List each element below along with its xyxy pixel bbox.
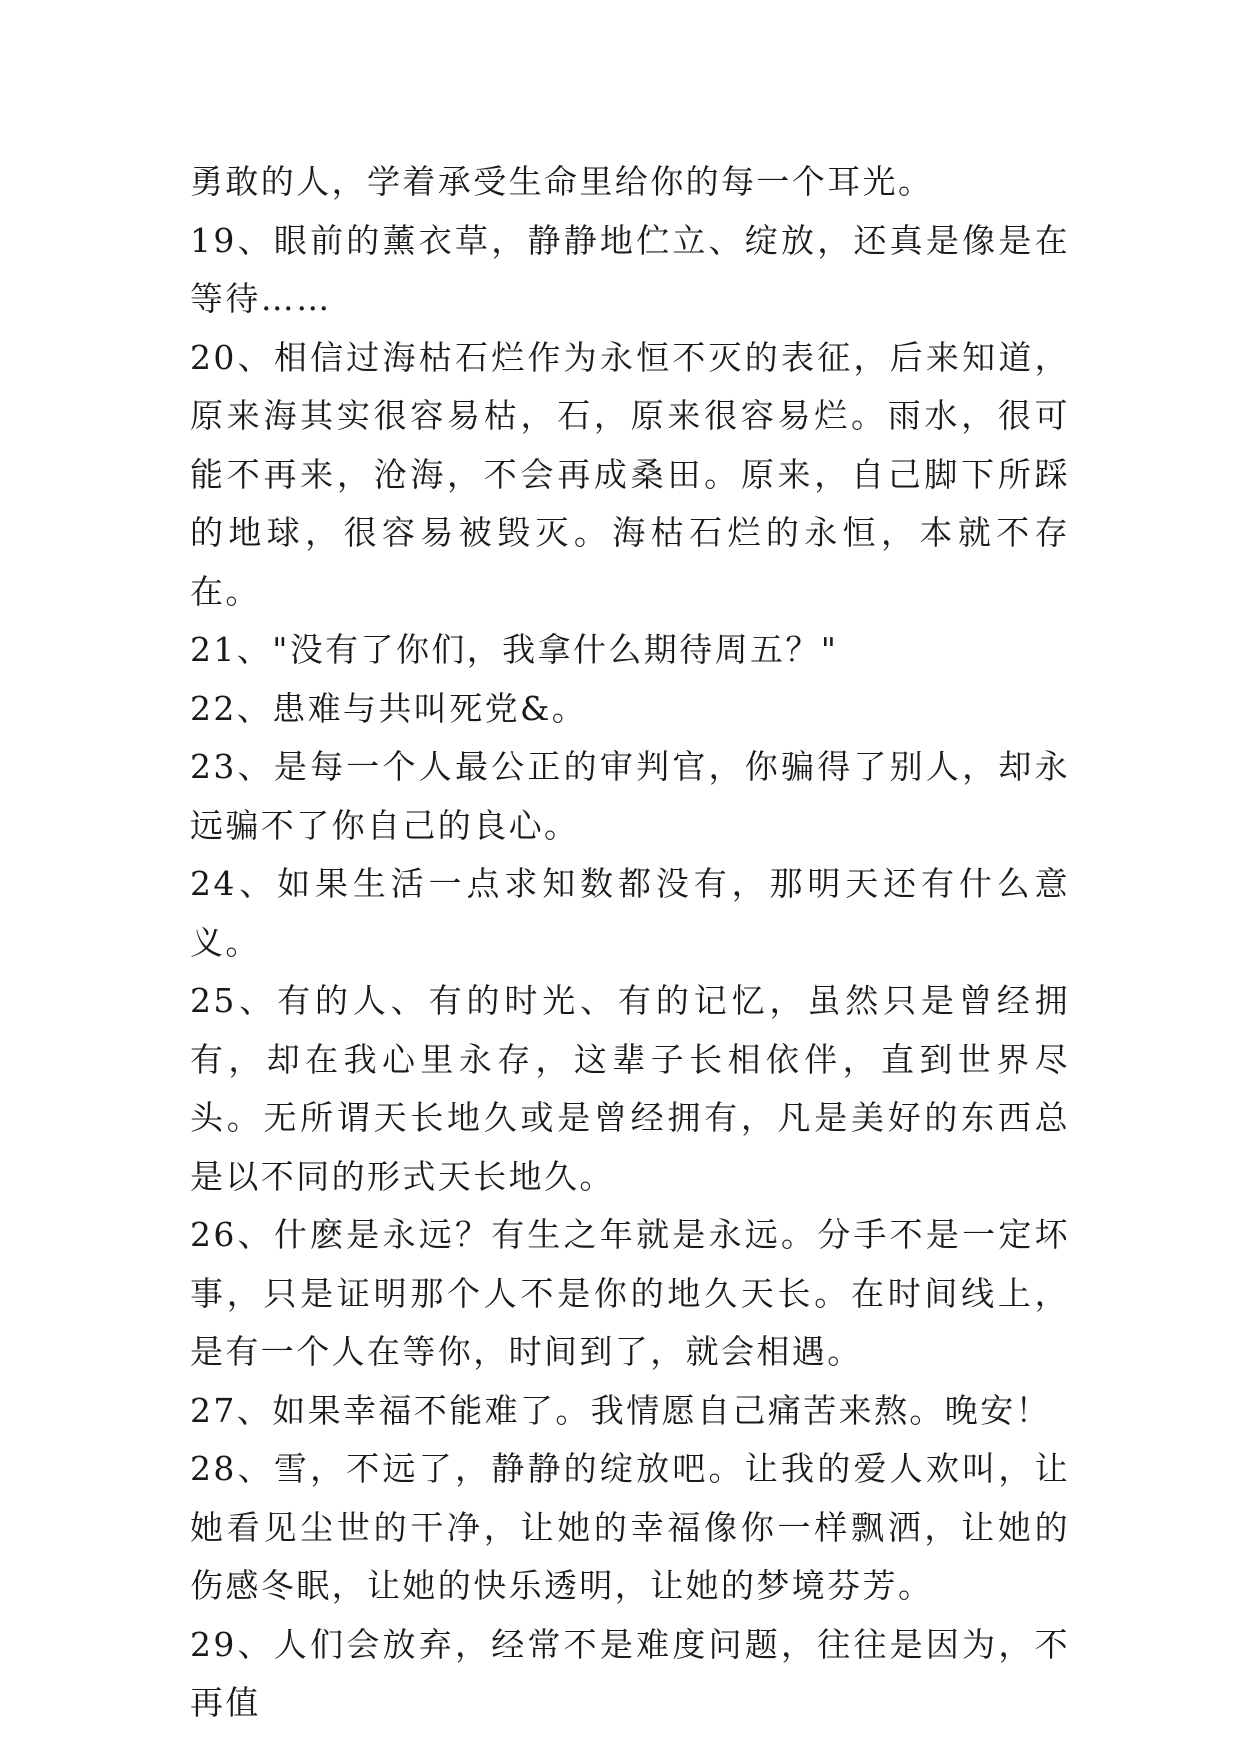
paragraph-25: 25、有的人、有的时光、有的记忆，虽然只是曾经拥有，却在我心里永存，这辈子长相依伴，直到世界尽头。无所谓天长地久或是曾经拥有，凡是美好的东西总是以不同的形式天长地久。 xyxy=(190,981,1070,1196)
paragraph-27: 27、如果幸福不能难了。我情愿自己痛苦来熬。晚安！ xyxy=(190,1390,1051,1430)
paragraph-28: 28、雪，不远了，静静的绽放吧。让我的爱人欢叫，让她看见尘世的干净，让她的幸福像你一样飘洒，让她的伤感冬眠，让她的快乐透明，让她的梦境芬芳。 xyxy=(190,1449,1070,1605)
document-body xyxy=(190,153,1070,1733)
paragraph-20: 20、相信过海枯石烂作为永恒不灭的表征，后来知道，原来海其实很容易枯，石，原来很容易烂。雨水，很可能不再来，沧海，不会再成桑田。原来，自己脚下所踩的地球，很容易被毁灭。海枯石烂的永恒，本就不存在。 xyxy=(190,337,1070,611)
paragraph-21: 21、"没有了你们，我拿什么期待周五？" xyxy=(190,630,839,669)
paragraph-23: 23、是每一个人最公正的审判官，你骗得了别人，却永远骗不了你自己的良心。 xyxy=(190,747,1070,845)
paragraph-29: 29、人们会放弃，经常不是难度问题，往往是因为，不再值 xyxy=(190,1624,1070,1722)
paragraph-19: 19、眼前的薰衣草，静静地伫立、绽放，还真是像是在等待…… xyxy=(190,220,1070,318)
paragraph-22: 22、患难与共叫死党&。 xyxy=(190,688,588,728)
paragraph-continuation: 勇敢的人，学着承受生命里给你的每一个耳光。 xyxy=(190,162,934,201)
paragraph-26: 26、什麽是永远？有生之年就是永远。分手不是一定坏事，只是证明那个人不是你的地久天长。在时间线上，是有一个人在等你，时间到了，就会相遇。 xyxy=(190,1215,1070,1371)
paragraph-24: 24、如果生活一点求知数都没有，那明天还有什么意义。 xyxy=(190,864,1070,962)
